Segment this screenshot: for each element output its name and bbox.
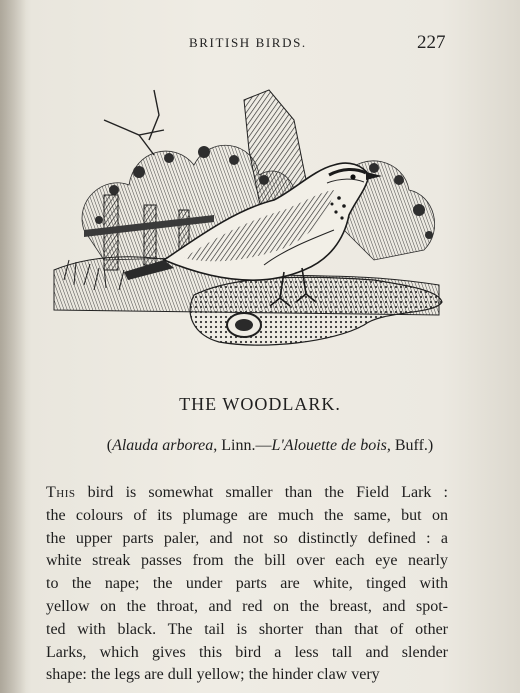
scientific-name-line (60, 437, 480, 455)
page-number: 227 (417, 32, 446, 53)
text-line: to the nape; the under parts are white, tinged with (46, 575, 448, 593)
text-line: ted with black. The tail is shorter than that of other (46, 620, 448, 638)
text-line: Larks, which gives this bird a less tall and slender (46, 643, 448, 661)
species-title: THE WOODLARK. (179, 394, 341, 414)
text-line: the upper parts paler, and not so distinctly defined : a (46, 529, 448, 547)
french-name: L'Alouette de bois (271, 437, 387, 454)
text-line: the colours of its plumage are much the same, but on (46, 506, 448, 524)
woodlark-engraving-icon (44, 80, 444, 355)
running-head: BRITISH BIRDS. (189, 35, 307, 50)
spine-shadow (0, 0, 26, 693)
text-line: yellow on the throat, and red on the breast, and spot- (46, 597, 448, 615)
paren-open: ( (106, 437, 113, 454)
page-header (0, 32, 520, 54)
dropcap-word: This (46, 484, 76, 501)
text-line: white streak passes from the bill over each eye nearly (46, 552, 448, 570)
description-paragraph (46, 482, 448, 687)
text-line: This bird is somewhat smaller than the Field Lark : (46, 484, 448, 501)
text-line: shape: the legs are dull yellow; the hinder claw very (46, 666, 380, 684)
latin-name: Alauda arborea (112, 437, 214, 454)
authority-linnaeus: , Linn.— (213, 437, 272, 454)
authority-buffon: , Buff.) (386, 437, 434, 454)
